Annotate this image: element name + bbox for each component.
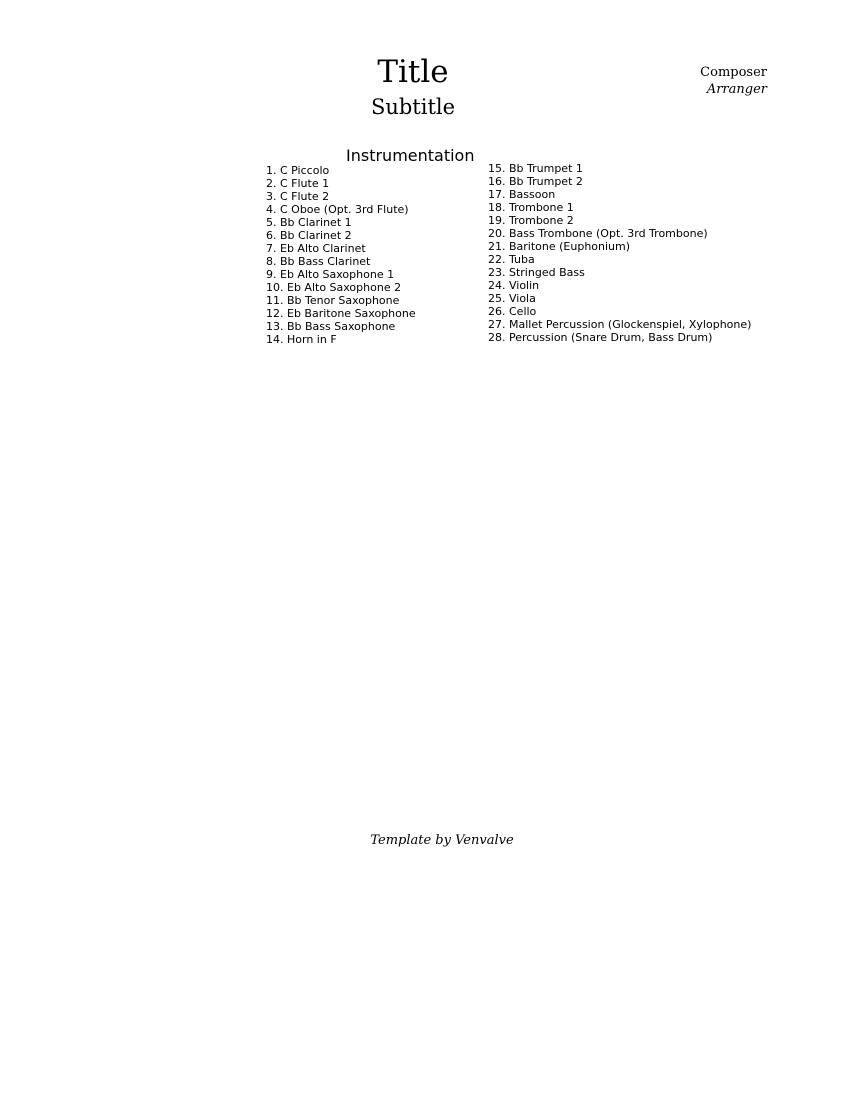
- instrumentation-heading: Instrumentation: [346, 146, 475, 165]
- instrument-list-left: [266, 164, 416, 346]
- arranger-label: Arranger: [706, 82, 767, 97]
- list-item: 26. Cello: [488, 305, 537, 318]
- list-item: 27. Mallet Percussion (Glockenspiel, Xylophone): [488, 318, 752, 331]
- list-item: 3. C Flute 2: [266, 190, 330, 203]
- list-item: 14. Horn in F: [266, 333, 337, 346]
- list-item: 18. Trombone 1: [488, 201, 574, 214]
- list-item: 25. Viola: [488, 292, 536, 305]
- instrument-list-right: [488, 162, 751, 344]
- template-credit: Template by Venvalve: [370, 833, 514, 848]
- list-item: 22. Tuba: [488, 253, 535, 266]
- list-item: 4. C Oboe (Opt. 3rd Flute): [266, 203, 409, 216]
- list-item: 13. Bb Bass Saxophone: [266, 320, 396, 333]
- list-item: 2. C Flute 1: [266, 177, 330, 190]
- list-item: 24. Violin: [488, 279, 540, 292]
- list-item: 6. Bb Clarinet 2: [266, 229, 352, 242]
- list-item: 1. C Piccolo: [266, 164, 330, 177]
- list-item: 5. Bb Clarinet 1: [266, 216, 352, 229]
- list-item: 19. Trombone 2: [488, 214, 574, 227]
- list-item: 20. Bass Trombone (Opt. 3rd Trombone): [488, 227, 708, 240]
- list-item: 9. Eb Alto Saxophone 1: [266, 268, 395, 281]
- list-item: 15. Bb Trumpet 1: [488, 162, 583, 175]
- list-item: 21. Baritone (Euphonium): [488, 240, 631, 253]
- list-item: 8. Bb Bass Clarinet: [266, 255, 371, 268]
- list-item: 10. Eb Alto Saxophone 2: [266, 281, 402, 294]
- page-subtitle: Subtitle: [370, 95, 456, 119]
- page-title: Title: [377, 54, 449, 90]
- list-item: 11. Bb Tenor Saxophone: [266, 294, 400, 307]
- composer-label: Composer: [700, 65, 767, 80]
- list-item: 12. Eb Baritone Saxophone: [266, 307, 416, 320]
- list-item: 7. Eb Alto Clarinet: [266, 242, 366, 255]
- list-item: 17. Bassoon: [488, 188, 556, 201]
- list-item: 23. Stringed Bass: [488, 266, 585, 279]
- list-item: 28. Percussion (Snare Drum, Bass Drum): [488, 331, 713, 344]
- list-item: 16. Bb Trumpet 2: [488, 175, 583, 188]
